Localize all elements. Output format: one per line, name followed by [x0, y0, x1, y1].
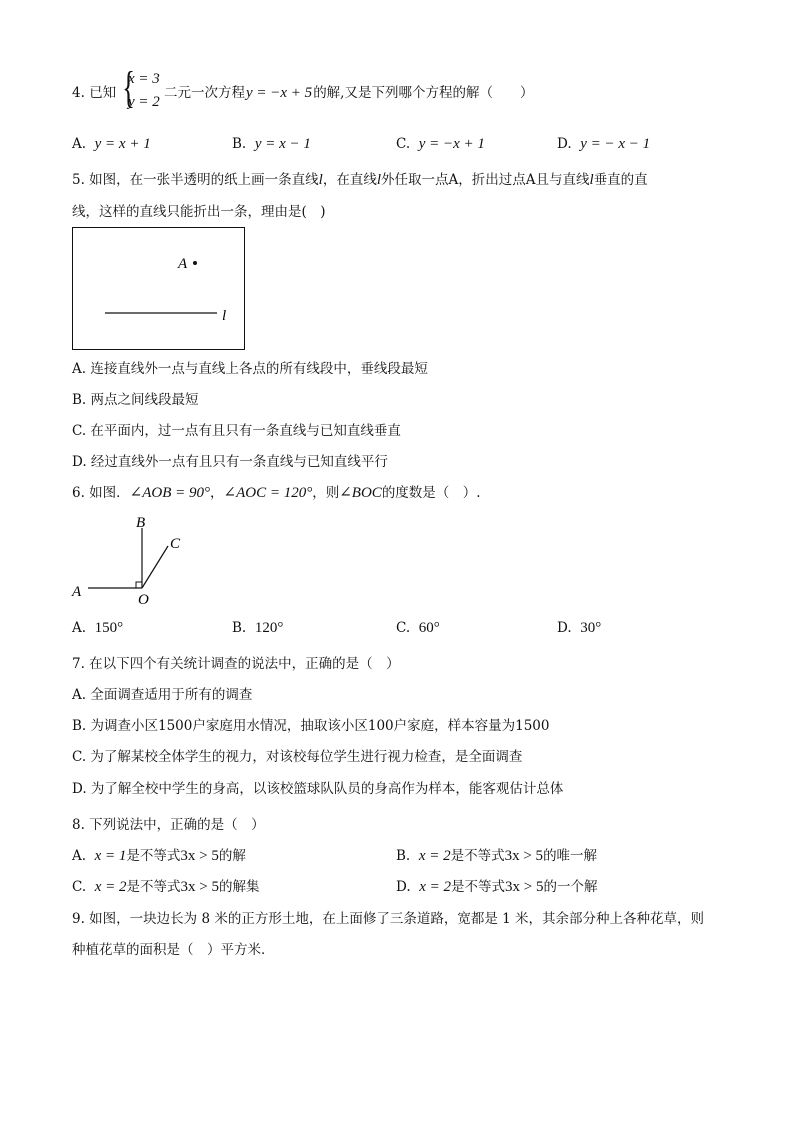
option-c: C. 为了解某校全体学生的视力，对该校每位学生进行视力检查，是全面调查 — [72, 749, 523, 765]
option-text: 是不等式 — [126, 879, 181, 895]
option-c — [396, 135, 485, 153]
label-c: C — [170, 536, 181, 552]
option-a — [72, 619, 123, 637]
question-text: 外任取一点A，折出过点A且与直线 — [381, 172, 590, 188]
question-9-line-1: 9. 如图，一块边长为 8 米的正方形土地，在上面修了三条道路，宽都是 1 米，其余部分种上各种花草，则 — [72, 911, 705, 927]
option-b — [396, 847, 597, 865]
system-equation-2: y = 2 — [128, 94, 160, 110]
question-text: ，在直线 — [322, 172, 377, 188]
option-b: B. 两点之间线段最短 — [72, 392, 199, 408]
question-text: 6. 如图． — [72, 485, 130, 501]
paper-rectangle — [73, 228, 245, 350]
option-expression: y = − x − 1 — [580, 136, 651, 152]
label-o: O — [138, 592, 149, 608]
option-expression: x = 1 — [94, 848, 127, 864]
option-expression: x = 2 — [419, 879, 452, 895]
option-d: D. 为了解全校中学生的身高，以该校篮球队队员的身高作为样本，能客观估计总体 — [72, 781, 564, 797]
option-text: 是不等式 — [126, 848, 181, 864]
option-a: A. 全面调查适用于所有的调查 — [72, 687, 253, 703]
question-number: 4. — [72, 85, 85, 101]
question-text: 的度数是（ ）. — [381, 485, 481, 501]
inequality: 3x > 5 — [505, 879, 544, 895]
option-d — [557, 135, 650, 153]
option-letter: B. — [396, 848, 411, 864]
line-symbol: l — [376, 172, 382, 188]
line-symbol: l — [318, 172, 323, 188]
option-value: 30° — [580, 620, 602, 636]
option-text: 的唯一解 — [543, 848, 598, 864]
option-letter: C. — [72, 879, 87, 895]
option-text: 的解 — [218, 848, 246, 864]
question-text: 垂直的直 — [593, 172, 648, 188]
option-value: 150° — [94, 620, 124, 636]
question-6-figure — [66, 510, 196, 610]
option-letter: B. — [232, 136, 247, 152]
right-angle-mark — [136, 582, 142, 588]
option-expression: y = x + 1 — [94, 136, 151, 152]
option-letter: D. — [396, 879, 411, 895]
label-b: B — [136, 515, 146, 531]
option-letter: C. — [396, 136, 411, 152]
option-letter: C. — [396, 620, 411, 636]
option-letter: B. — [232, 620, 247, 636]
inequality: 3x > 5 — [180, 879, 219, 895]
option-a: A. 连接直线外一点与直线上各点的所有线段中，垂线段最短 — [72, 361, 428, 377]
option-letter: D. — [557, 620, 572, 636]
inequality: 3x > 5 — [504, 848, 544, 864]
option-b — [232, 135, 311, 153]
option-a — [72, 847, 246, 865]
option-letter: A. — [72, 848, 87, 864]
option-text: 的解集 — [218, 879, 260, 895]
option-d: D. 经过直线外一点有且只有一条直线与已知直线平行 — [72, 454, 388, 470]
equation: y = −x + 5 — [246, 85, 313, 101]
option-expression: y = x − 1 — [254, 136, 311, 152]
option-b: B. 为调查小区1500户家庭用水情况，抽取该小区100户家庭，样本容量为1500 — [72, 718, 550, 734]
system-equation-1: x = 3 — [128, 71, 160, 87]
question-text: 的解,又是下列哪个方程的解（ ） — [313, 85, 534, 101]
option-text: 是不等式 — [450, 848, 505, 864]
option-c — [72, 878, 259, 896]
question-9-line-2: 种植花草的面积是（ ）平方米． — [72, 942, 275, 958]
question-5-line-1 — [72, 171, 648, 189]
option-b — [232, 619, 283, 637]
option-letter: A. — [72, 136, 87, 152]
option-letter: D. — [557, 136, 572, 152]
target-angle: ∠BOC — [339, 485, 382, 501]
question-7: 7. 在以下四个有关统计调查的说法中，正确的是（ ） — [72, 656, 400, 672]
question-text: 二元一次方程 — [164, 85, 245, 101]
line-label-l: l — [222, 308, 227, 324]
given-angle-1: ∠AOB = 90° — [129, 485, 211, 501]
question-text: ，则 — [312, 485, 340, 501]
option-text: 的一个解 — [543, 879, 598, 895]
option-c: C. 在平面内，过一点有且只有一条直线与已知直线垂直 — [72, 423, 401, 439]
option-a — [72, 135, 151, 153]
label-a: A — [72, 584, 82, 600]
question-4-continued — [164, 84, 533, 102]
ray-oc — [142, 546, 168, 588]
option-letter: A. — [72, 620, 87, 636]
point-label-a: A — [178, 256, 188, 272]
question-5-figure — [72, 227, 248, 351]
given-angle-2: ∠AOC = 120° — [223, 485, 313, 501]
question-5-line-2: 线，这样的直线只能折出一条，理由是( ) — [72, 204, 326, 220]
question-4 — [72, 84, 116, 102]
option-d — [396, 878, 597, 896]
point-a — [193, 261, 197, 265]
option-d — [557, 619, 601, 637]
system-brace: { — [122, 63, 135, 112]
option-expression: y = −x + 1 — [418, 136, 485, 152]
question-8: 8. 下列说法中，正确的是（ ） — [72, 817, 265, 833]
question-text: 5. 如图，在一张半透明的纸上画一条直线 — [72, 172, 319, 188]
option-expression: x = 2 — [418, 848, 451, 864]
question-6 — [72, 484, 481, 502]
question-text: 已知 — [89, 85, 117, 101]
option-c — [396, 619, 440, 637]
inequality: 3x > 5 — [180, 848, 219, 864]
question-text: ， — [210, 485, 224, 501]
option-expression: x = 2 — [94, 879, 127, 895]
option-value: 120° — [254, 620, 284, 636]
line-symbol: l — [589, 172, 594, 188]
option-value: 60° — [418, 620, 440, 636]
option-text: 是不等式 — [451, 879, 506, 895]
